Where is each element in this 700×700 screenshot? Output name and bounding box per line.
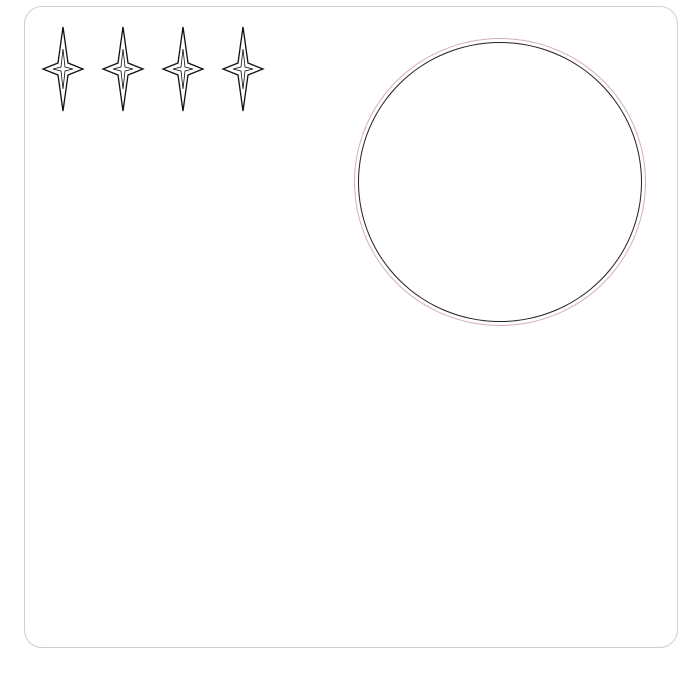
four-point-star-icon [43,27,83,111]
four-point-star-icon [163,27,203,111]
instructions-text [381,75,621,81]
instructions-circle [358,42,642,322]
border-pattern [22,330,678,630]
four-point-star-icon [223,27,263,111]
star-row [28,24,278,134]
four-point-star-icon [103,27,143,111]
